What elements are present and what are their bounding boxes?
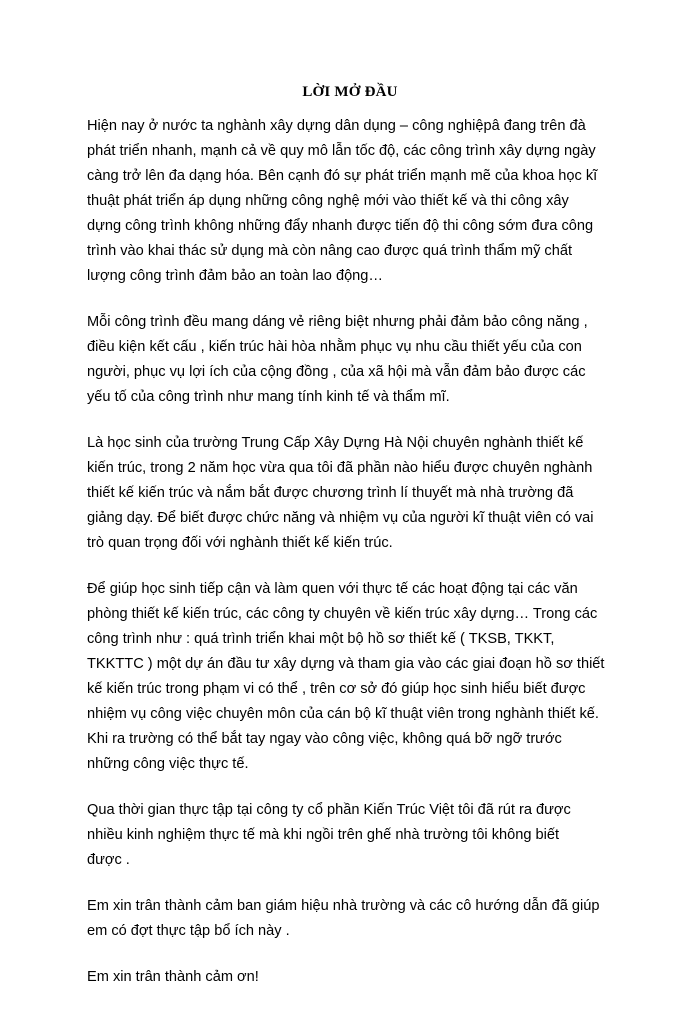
paragraph-experience: Qua thời gian thực tập tại công ty cổ phần Kiến Trúc Việt tôi đã rút ra được nhiều kinh nghiệm thực tế mà khi ngồi trên ghế nhà trường tôi không biết được . xyxy=(87,802,571,868)
paragraph-intro: Hiện nay ở nước ta nghành xây dựng dân dụng – công nghiệpâ đang trên đà phát triển nhanh, mạnh cả về quy mô lẫn tốc độ, các công trình xây dựng ngày càng trở lên đa dạng hóa. Bên cạnh đó sự phát triển mạnh mẽ của khoa học kĩ thuật phát triển áp dụng những công nghệ mới vào thiết kế và thi công xây dựng công trình không những đẩy nhanh được tiến độ thi công sớm đưa công trình vào khai thác sử dụng mà còn nâng cao được quá trình thẩm mỹ chất lượng công trình đảm bảo an toàn lao động… xyxy=(87,118,598,284)
paragraph-thanks: Em xin trân thành cảm ban giám hiệu nhà trường và các cô hướng dẫn đã giúp em có đợt thực tập bổ ích này . xyxy=(87,898,600,939)
page-title: LỜI MỞ ĐẦU xyxy=(302,84,398,100)
paragraph-closing: Em xin trân thành cảm ơn! xyxy=(87,969,259,985)
document-body xyxy=(87,114,647,1011)
paragraph-student-background: Là học sinh của trường Trung Cấp Xây Dựng Hà Nội chuyên nghành thiết kế kiến trúc, trong 2 năm học vừa qua tôi đã phần nào hiểu được chuyên nghành thiết kế kiến trúc và nắm bắt được chương trình lí thuyết mà nhà trường đã giảng dạy. Để biết được chức năng và nhiệm vụ của người kĩ thuật viên có vai trò quan trọng đối với nghành thiết kế kiến trúc. xyxy=(87,435,594,551)
paragraph-internship-purpose: Để giúp học sinh tiếp cận và làm quen với thực tế các hoạt động tại các văn phòng thiết kế kiến trúc, các công ty chuyên về kiến trúc xây dựng… Trong các công trình như : quá trình triển khai một bộ hồ sơ thiết kế ( TKSB, TKKT, TKKTTC ) một dự án đầu tư xây dựng và tham gia vào các giai đoạn hồ sơ thiết kế kiến trúc trong phạm vi có thể , trên cơ sở đó giúp học sinh hiểu biết được nhiệm vụ công việc chuyên môn của cán bộ kĩ thuật viên trong nghành thiết kế. Khi ra trường có thể bắt tay ngay vào công việc, không quá bỡ ngỡ trước những công việc thực tế. xyxy=(87,581,605,772)
paragraph-design-requirements: Mỗi công trình đều mang dáng vẻ riêng biệt nhưng phải đảm bảo công năng , điều kiện kết cấu , kiến trúc hài hòa nhằm phục vụ nhu cầu thiết yếu của con người, phục vụ lợi ích của cộng đồng , của xã hội mà vẫn đảm bảo được các yếu tố của công trình như mang tính kinh tế và thẩm mĩ. xyxy=(87,314,588,405)
